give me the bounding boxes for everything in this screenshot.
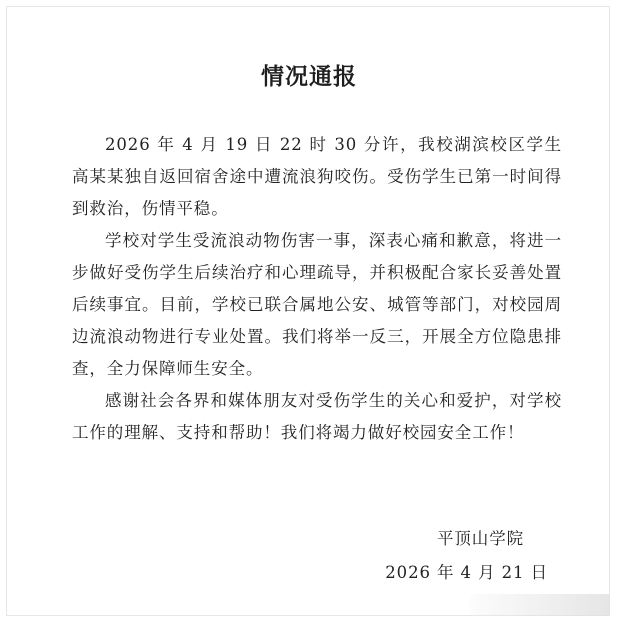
signature-organization: 平顶山学院	[437, 529, 524, 548]
document-title: 情况通报	[261, 63, 357, 90]
paragraph-response: 学校对学生受流浪动物伤害一事，深表心痛和歉意，将进一步做好受伤学生后续治疗和心理疏导，并积极配合家长妥善处置后续事宜。目前，学校已联合属地公安、城管等部门，对校园周边流浪动物进行专业处置。我们将举一反三，开展全方位隐患排查，全力保障师生安全。	[72, 231, 562, 378]
watermark-logo	[470, 594, 610, 616]
signature-date: 2026 年 4 月 21 日	[385, 563, 548, 582]
paragraph-incident: 2026 年 4 月 19 日 22 时 30 分许，我校湖滨校区学生高某某独自返回宿舍途中遭流浪狗咬伤。受伤学生已第一时间得到救治，伤情平稳。	[72, 135, 562, 218]
document-body	[72, 129, 562, 449]
signature-block	[385, 522, 548, 590]
paragraph-thanks: 感谢社会各界和媒体朋友对受伤学生的关心和爱护，对学校工作的理解、支持和帮助！我们将竭力做好校园安全工作！	[72, 391, 562, 442]
